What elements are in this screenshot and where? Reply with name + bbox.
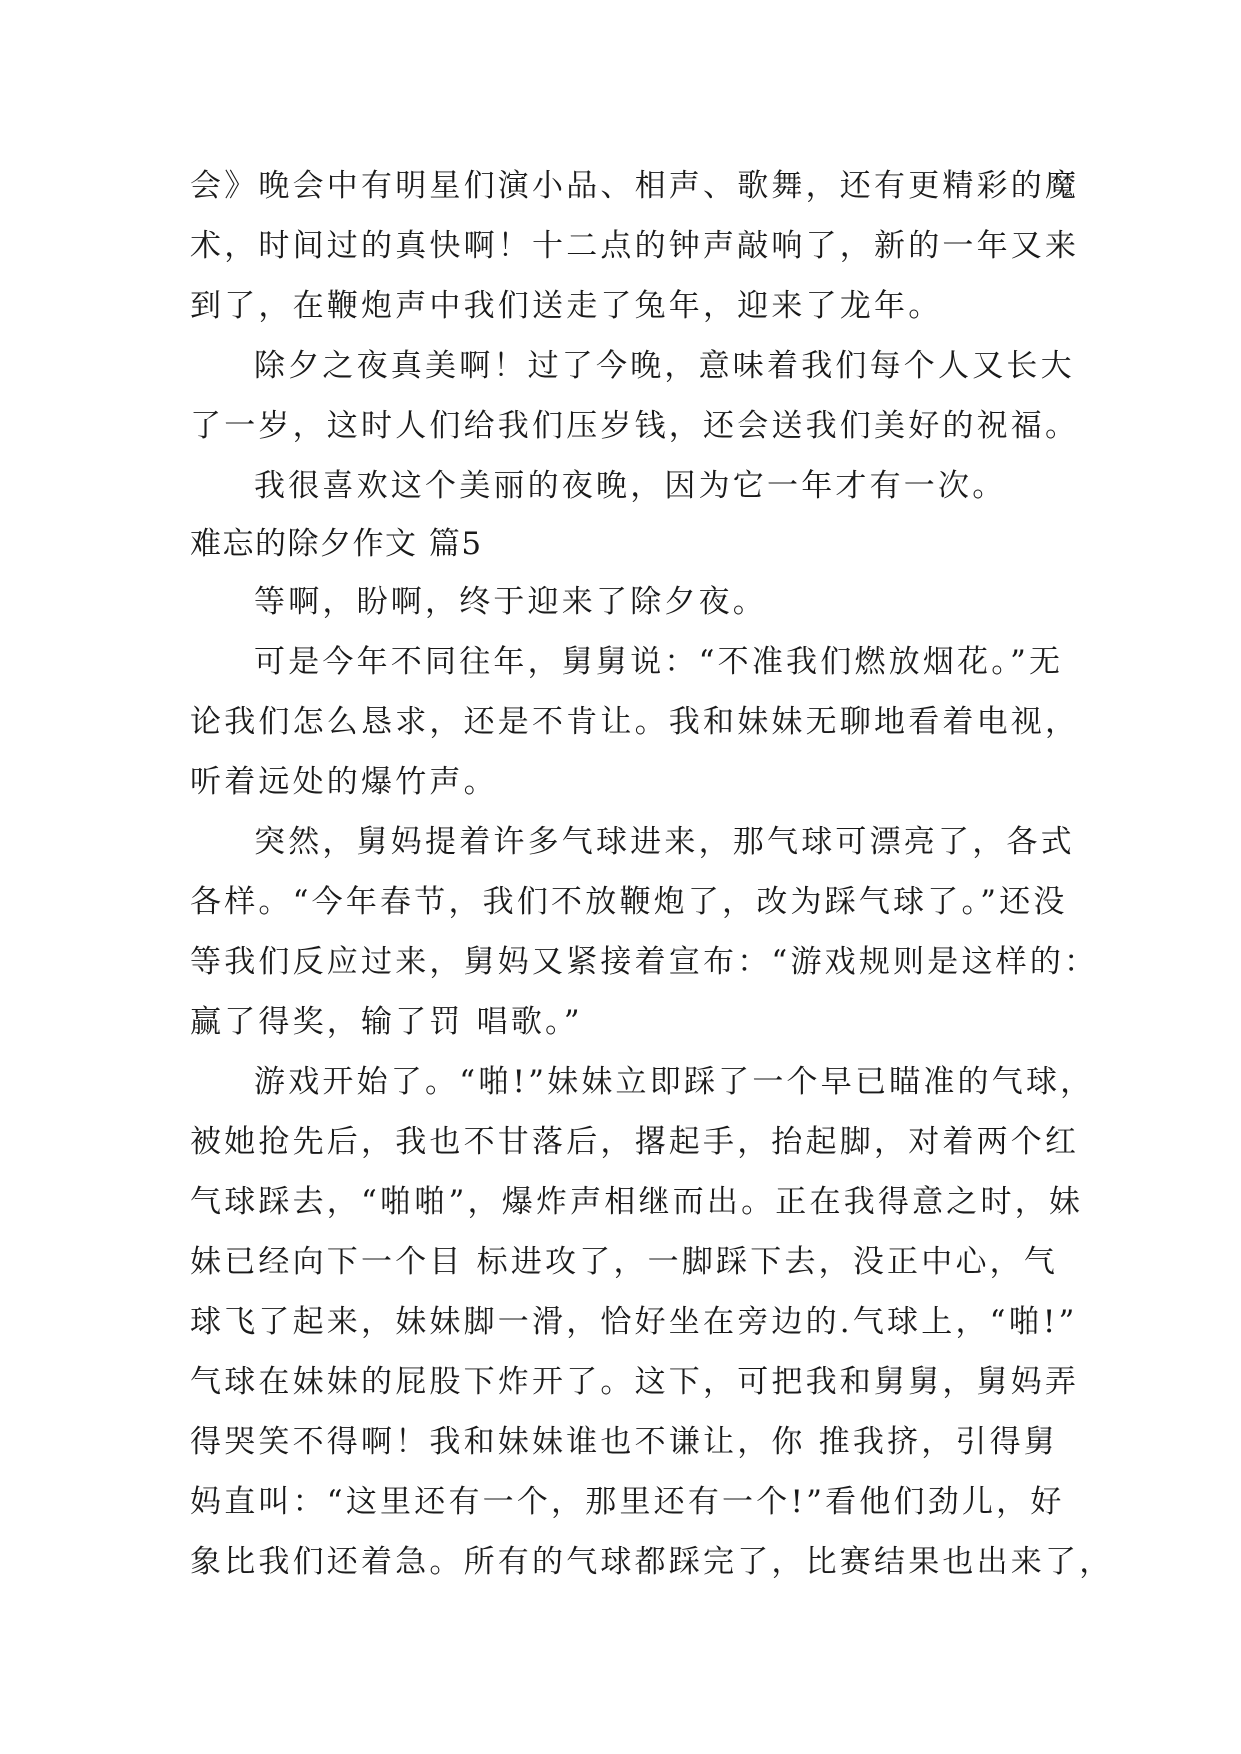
text-line: 术，时间过的真快啊！十二点的钟声敲响了，新的一年又来: [190, 228, 1080, 264]
text-line: 等我们反应过来，舅妈又紧接着宣布：“游戏规则是这样的：: [190, 944, 1099, 980]
text-line: 到了，在鞭炮声中我们送走了兔年，迎来了龙年。: [190, 288, 943, 324]
text-line: 妈直叫：“这里还有一个，那里还有一个!”看他们劲儿，好: [190, 1484, 1065, 1520]
paragraph-start-line: 我很喜欢这个美丽的夜晚，因为它一年才有一次。: [254, 468, 1007, 504]
text-line: 各样。“今年春节，我们不放鞭炮了，改为踩气球了。”还没: [190, 884, 1068, 920]
paragraph-start-line: 突然，舅妈提着许多气球进来，那气球可漂亮了，各式: [254, 824, 1075, 860]
text-line: 会》晚会中有明星们演小品、相声、歌舞，还有更精彩的魔: [190, 168, 1080, 204]
text-line: 赢了得奖，输了罚 唱歌。”: [190, 1004, 583, 1040]
text-line: 妹已经向下一个目 标进攻了，一脚踩下去，没正中心，气: [190, 1244, 1059, 1280]
text-line: 听着远处的爆竹声。: [190, 764, 498, 800]
text-line: 得哭笑不得啊！我和妹妹谁也不谦让，你 推我挤，引得舅: [190, 1424, 1059, 1460]
section-heading: 难忘的除夕作文 篇5: [190, 526, 483, 562]
text-line: 了一岁，这时人们给我们压岁钱，还会送我们美好的祝福。: [190, 408, 1080, 444]
text-line: 被她抢先后，我也不甘落后，撂起手，抬起脚，对着两个红: [190, 1124, 1080, 1160]
text-line: 球飞了起来，妹妹脚一滑，恰好坐在旁边的.气球上，“啪!”: [190, 1304, 1078, 1340]
text-line: 气球踩去，“啪啪”，爆炸声相继而出。正在我得意之时，妹: [190, 1184, 1084, 1220]
text-line: 象比我们还着急。所有的气球都踩完了，比赛结果也出来了，: [190, 1544, 1114, 1580]
paragraph-start-line: 游戏开始了。“啪!”妹妹立即踩了一个早已瞄准的气球，: [254, 1064, 1095, 1100]
paragraph-start-line: 可是今年不同往年，舅舅说：“不准我们燃放烟花。”无: [254, 644, 1064, 680]
text-line: 气球在妹妹的屁股下炸开了。这下，可把我和舅舅，舅妈弄: [190, 1364, 1080, 1400]
text-line: 论我们怎么恳求，还是不肯让。我和妹妹无聊地看着电视，: [190, 704, 1080, 740]
paragraph-start-line: 除夕之夜真美啊！过了今晚，意味着我们每个人又长大: [254, 348, 1075, 384]
paragraph-start-line: 等啊，盼啊，终于迎来了除夕夜。: [254, 584, 767, 620]
